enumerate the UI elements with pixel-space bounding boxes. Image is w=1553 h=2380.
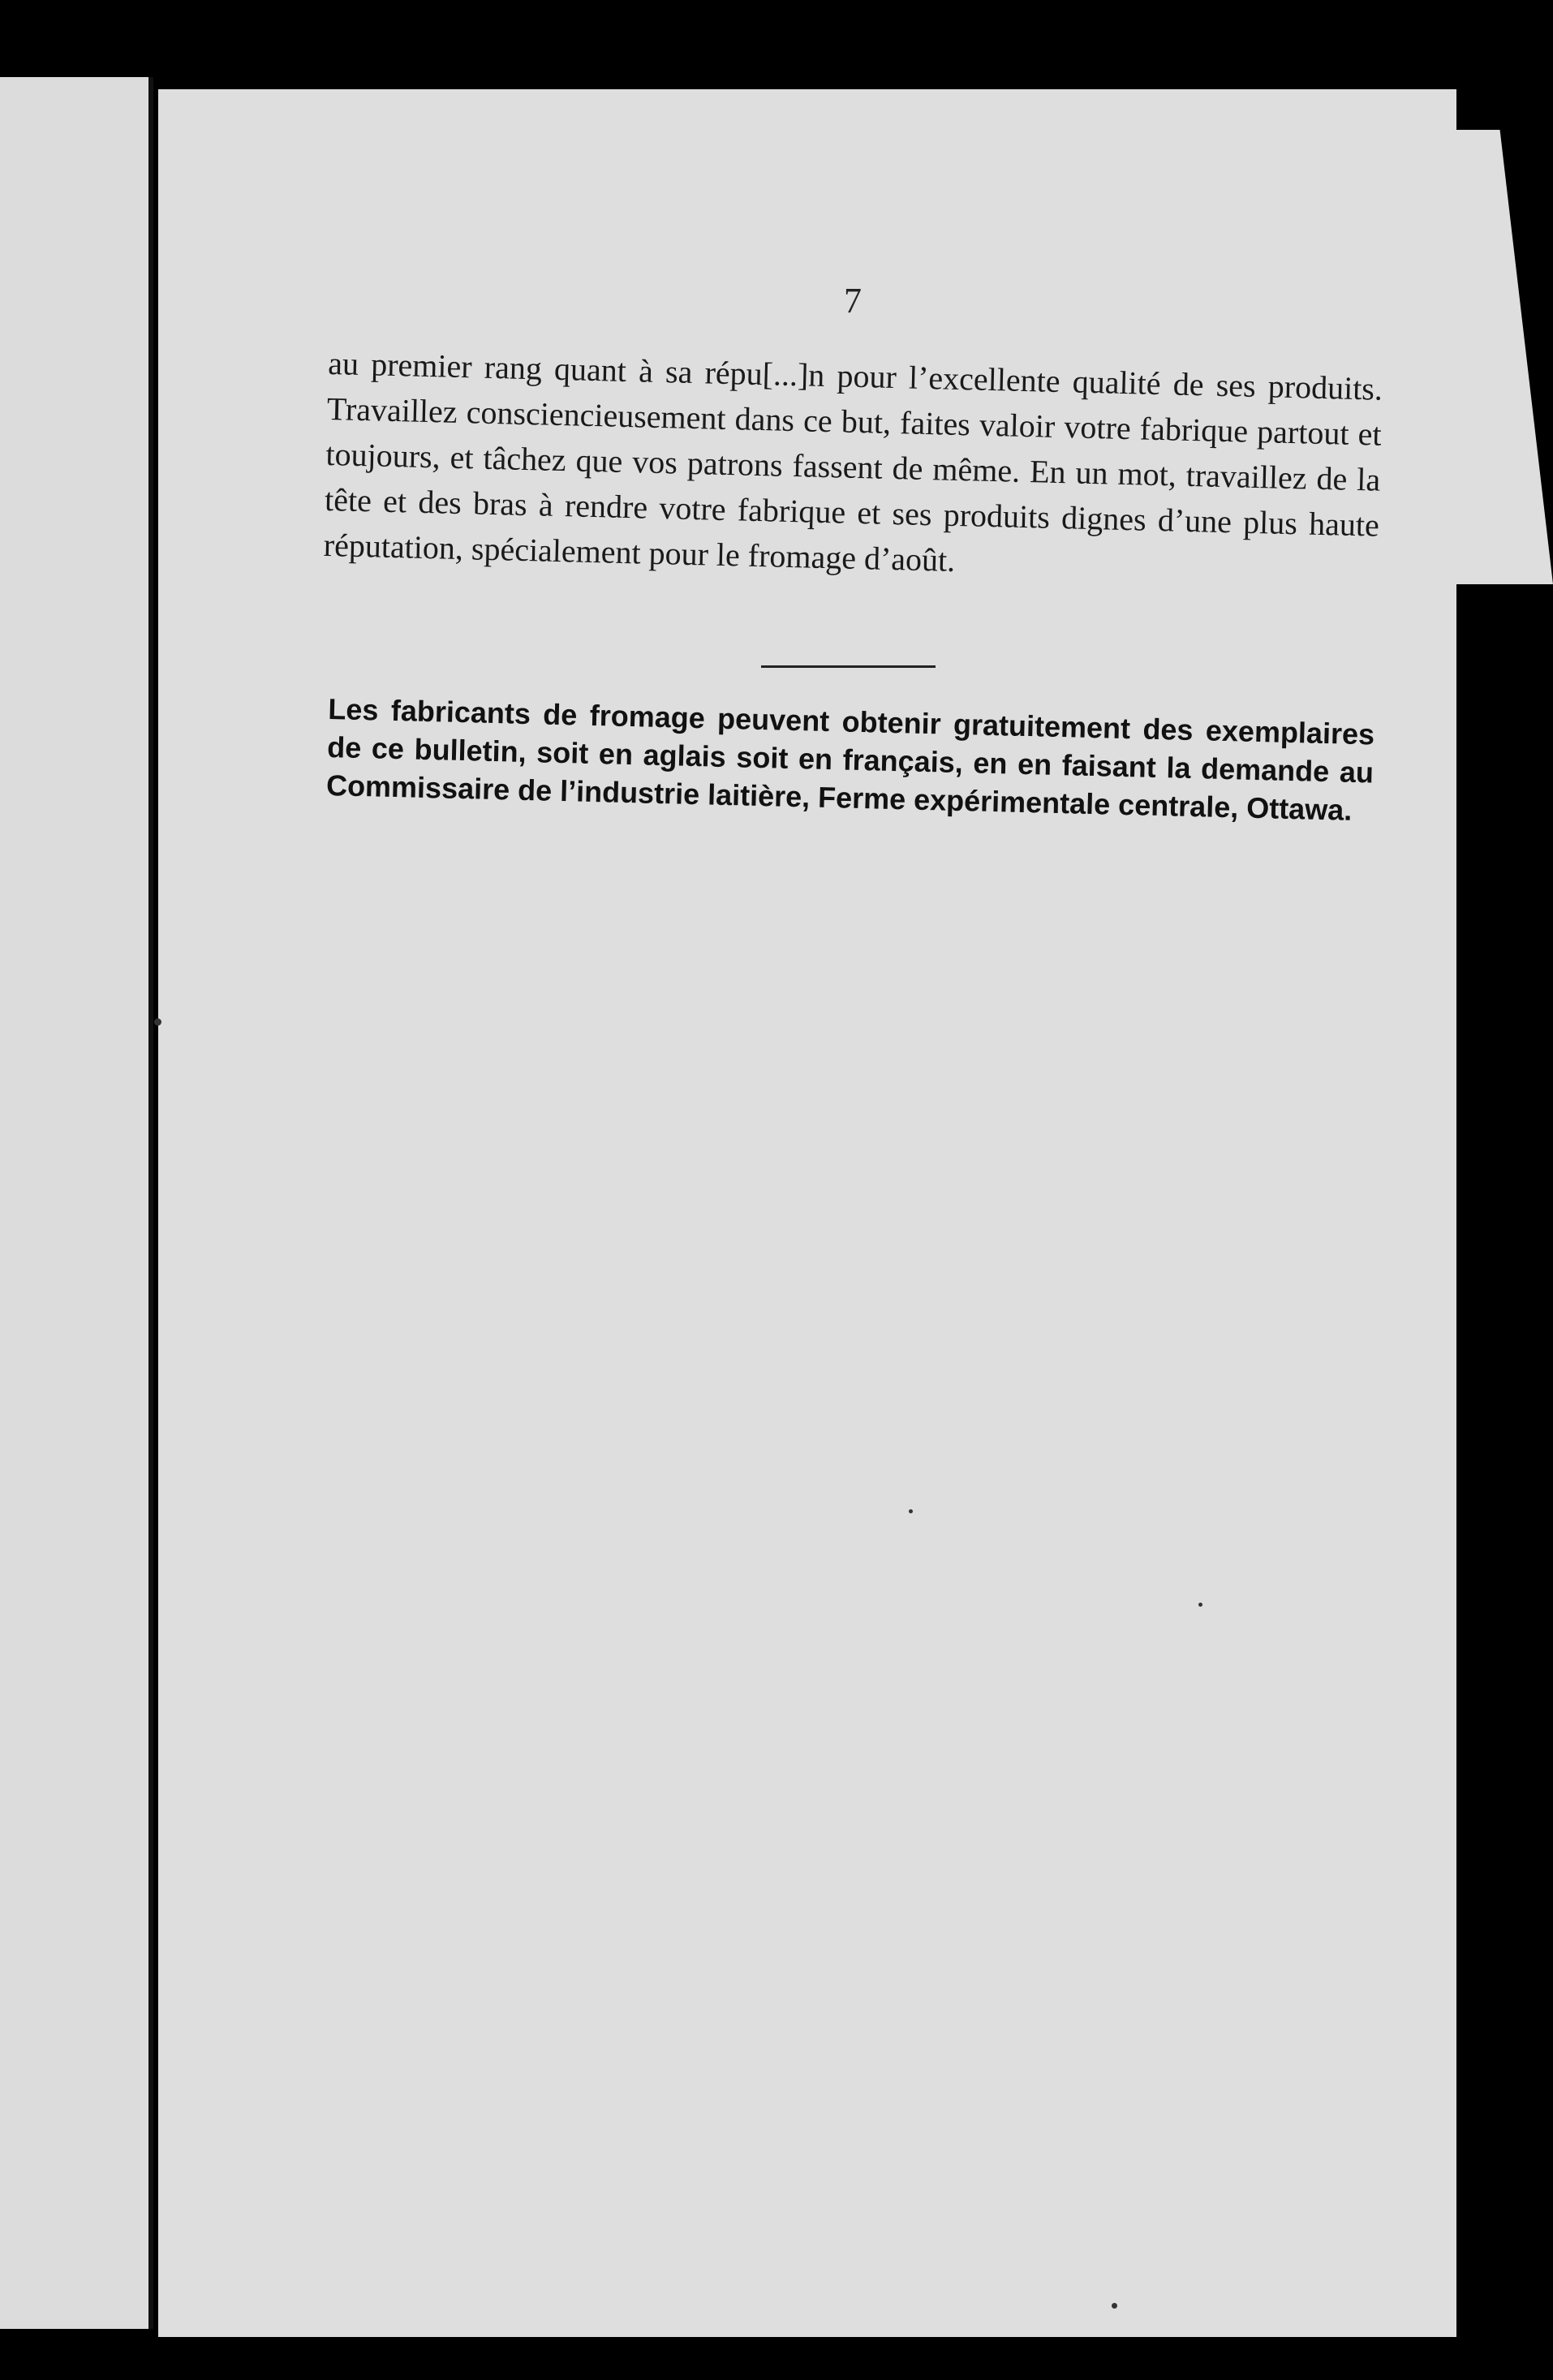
body-paragraph: au premier rang quant à sa répu[...]n pour l’excellente qualité de ses produits. Travaillez consciencieusement dans ce but, faites valoir votre fabrique partout et toujours, et tâchez que vos patrons fassent de même. En un mot, travaillez de la tête et des bras à rendre votre fabrique et ses produits dignes d’une plus haute réputation, spécialement pour le fromage d’août. <box>323 344 1383 579</box>
left-page-edge <box>0 77 153 2329</box>
page-fold-edge <box>1456 130 1553 584</box>
scan-speck <box>1198 1603 1202 1607</box>
separator-rule <box>761 665 936 668</box>
page-number: 7 <box>844 281 862 321</box>
bulletin-notice: Les fabricants de fromage peuvent obtenir gratuitement des exemplaires de ce bulletin, soit en aglais soit en français, en en faisant la demande au Commissaire de l’industrie laitière, Ferme expérimentale centrale, Ottawa. <box>325 691 1375 827</box>
scan-speck <box>909 1509 913 1513</box>
scan-speck <box>1112 2303 1117 2309</box>
scan-speck <box>154 1018 161 1026</box>
